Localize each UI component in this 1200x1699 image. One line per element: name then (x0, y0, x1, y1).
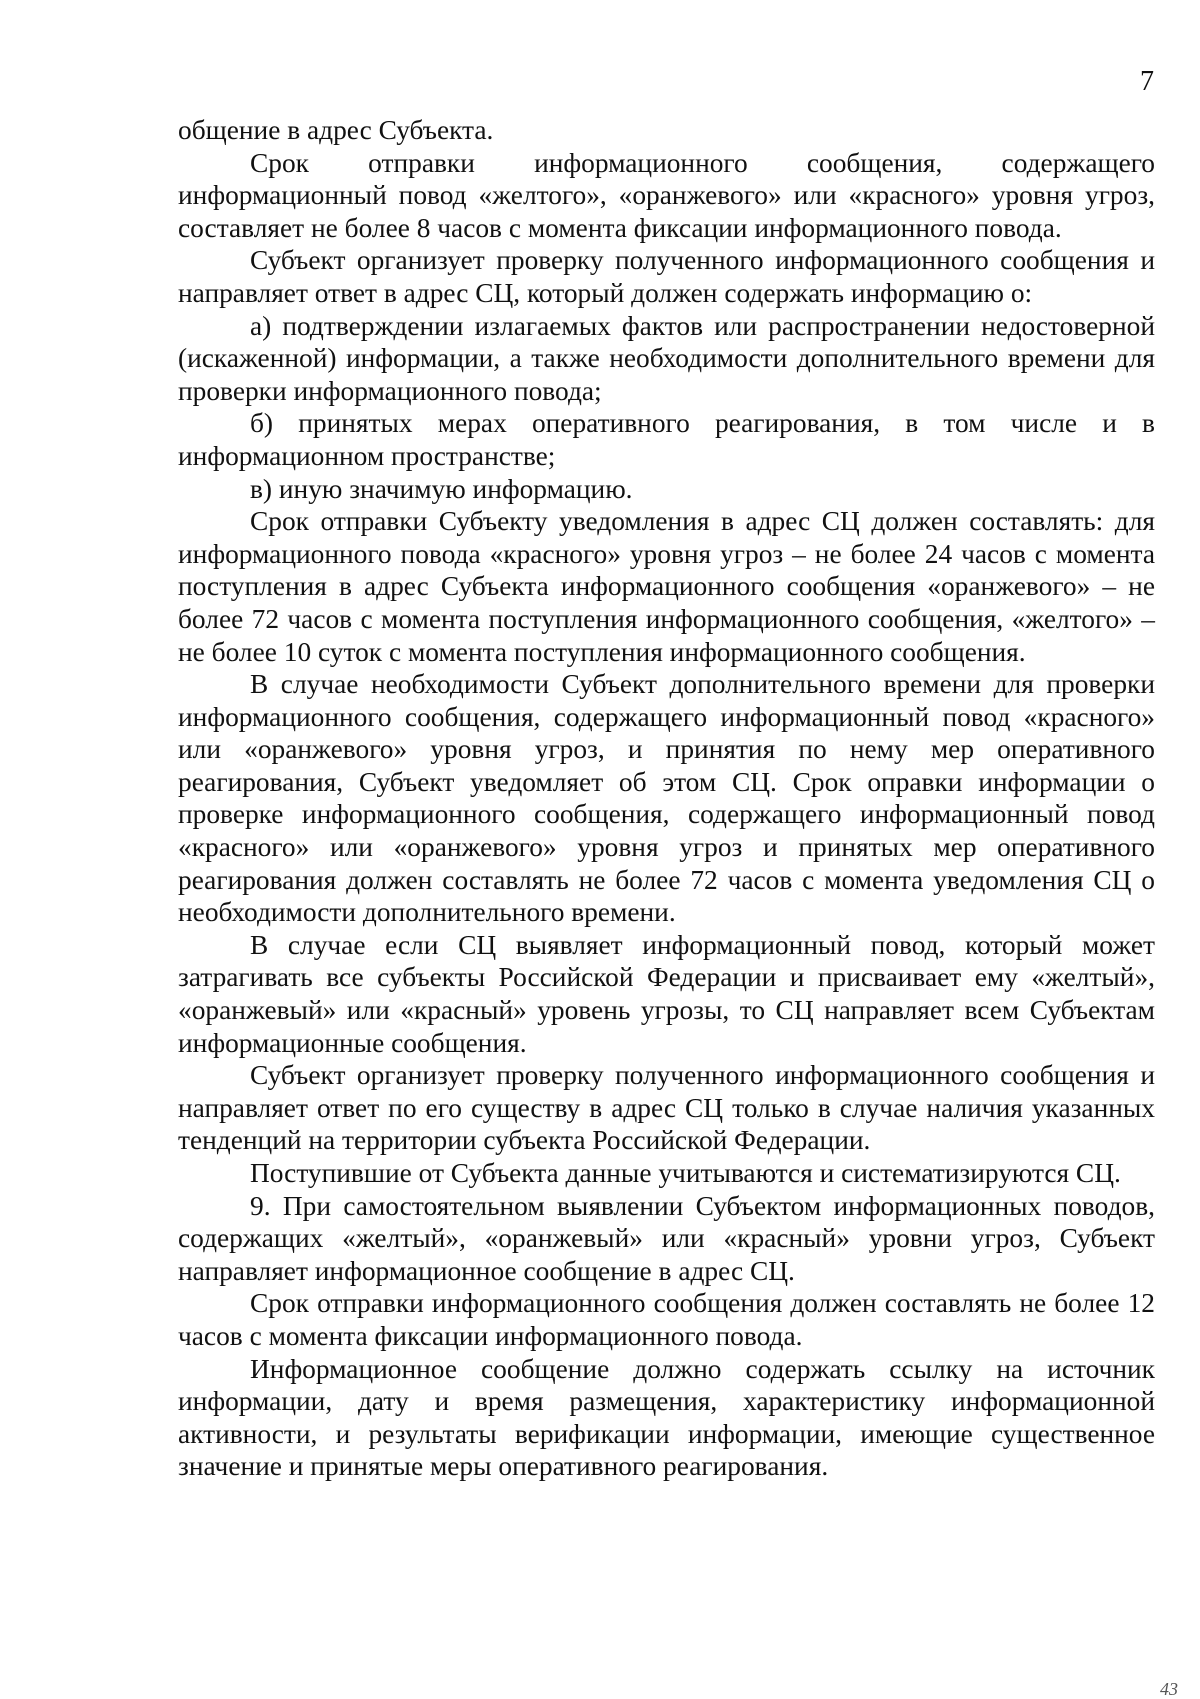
paragraph: Срок отправки информационного сообщения должен составлять не более 12 часов с момента фиксации информационного повода. (178, 1288, 1155, 1351)
list-item-c: в) иную значимую информацию. (250, 473, 633, 504)
list-item-a: а) подтверждении излагаемых фактов или распространении недостоверной (искаженной) информации, а также необходимости дополнительного времени для проверки информационного повода; (178, 310, 1155, 406)
list-item-b: б) принятых мерах оперативного реагирования, в том числе и в информационном пространстве; (178, 408, 1155, 471)
paragraph: Срок отправки информационного сообщения, содержащего информационный повод «желтого», «оранжевого» или «красного» уровня угроз, составляет не более 8 часов с момента фиксации информационного повода. (178, 147, 1155, 243)
paragraph: Срок отправки Субъекту уведомления в адрес СЦ должен составлять: для информационного повода «красного» уровня угроз – не более 24 часов с момента поступления в адрес Субъекта информационного сообщения «оранжевого» – не более 72 часов с момента поступления информационного сообщения, «желтого» – не более 10 суток с момента поступления информационного сообщения. (178, 506, 1155, 667)
paragraph: Субъект организует проверку полученного информационного сообщения и направляет ответ по его существу в адрес СЦ только в случае наличия указанных тенденций на территории субъекта Российской Федерации. (178, 1060, 1155, 1156)
paragraph: Поступившие от Субъекта данные учитываются и систематизируются СЦ. (250, 1158, 1121, 1188)
page-number: 7 (1140, 66, 1154, 97)
paragraph: Субъект организует проверку полученного информационного сообщения и направляет ответ в адрес СЦ, который должен содержать информацию о: (178, 245, 1155, 308)
corner-page-mark: 43 (1160, 1679, 1178, 1699)
paragraph: В случае необходимости Субъект дополнительного времени для проверки информационного сообщения, содержащего информационный повод «красного» или «оранжевого» уровня угроз, и принятия по нему мер оперативного реагирования, Субъект уведомляет об этом СЦ. Срок оправки информации о проверке информационного сообщения, содержащего информационный повод «красного» или «оранжевого» уровня угроз и принятых мер оперативного реагирования должен составлять не более 72 часов с момента уведомления СЦ о необходимости дополнительного времени. (178, 669, 1155, 928)
paragraph-continuation: общение в адрес Субъекта. (178, 115, 494, 145)
numbered-item-9: 9. При самостоятельном выявлении Субъектом информационных поводов, содержащих «желтый», «оранжевый» или «красный» уровни угроз, Субъект направляет информационное сообщение в адрес СЦ. (178, 1190, 1155, 1286)
paragraph: Информационное сообщение должно содержать ссылку на источник информации, дату и время размещения, характеристику информационной активности, и результаты верификации информации, имеющие существенное значение и принятые меры оперативного реагирования. (178, 1353, 1155, 1482)
paragraph: В случае если СЦ выявляет информационный повод, который может затрагивать все субъекты Российской Федерации и присваивает ему «желтый», «оранжевый» или «красный» уровень угрозы, то СЦ направляет всем Субъектам информационные сообщения. (178, 929, 1155, 1058)
document-body (178, 114, 1155, 1483)
